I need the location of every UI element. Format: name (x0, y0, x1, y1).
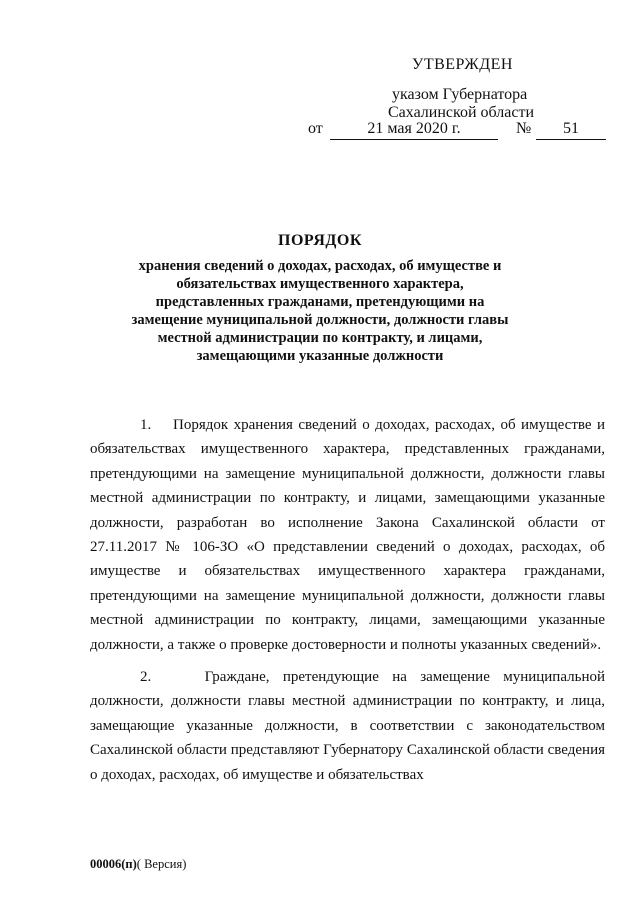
paragraph-2: 2. Граждане, претендующие на замещение муниципальной должности, должности главы местной администрации по контракту, и лица, замещающие указанные должности, в соответствии с законодательством Сахалинской области представляют Губернатору Сахалинской области сведения о доходах, расходах, об имуществе и обязательствах (90, 669, 605, 783)
document-title: ПОРЯДОК (278, 232, 362, 249)
document-body (90, 413, 605, 787)
footer-version-code (90, 857, 186, 872)
footer-version: ( Версия) (136, 857, 187, 871)
approved-title: УТВЕРЖДЕН (412, 56, 513, 73)
approved-by-line: указом Губернатора (392, 86, 528, 103)
document-subtitle: хранения сведений о доходах, расходах, об имуществе и обязательствах имущественного характера, представленных гражданами, претендующими на замещение муниципальной должности, должности главы местной администрации по контракту, и лицами, замещающими указанные должности (131, 258, 509, 364)
approval-date: 21 мая 2020 г. (330, 119, 498, 140)
date-label: от (308, 120, 323, 137)
approval-number: 51 (536, 119, 606, 140)
approval-date-row (308, 119, 620, 141)
paragraph-1: 1. Порядок хранения сведений о доходах, расходах, об имуществе и обязательствах имущественного характера, представленных гражданами, претендующими на замещение муниципальной должности, должности главы местной администрации по контракту, и лицами, замещающими указанные должности, разработан во исполнение Закона Сахалинской области от 27.11.2017 № 106-ЗО «О представлении сведений о доходах, расходах, об имуществе и обязательствах имущественного характера гражданами, претендующими на замещение муниципальной должности, должности главы местной администрации по контракту, лицами, замещающими указанные должности, а также о проверке достоверности и полноты указанных сведений». (90, 417, 605, 653)
number-label: № (516, 120, 532, 137)
footer-code: 00006(п) (90, 857, 137, 871)
approved-region-line: Сахалинской области (388, 104, 535, 121)
